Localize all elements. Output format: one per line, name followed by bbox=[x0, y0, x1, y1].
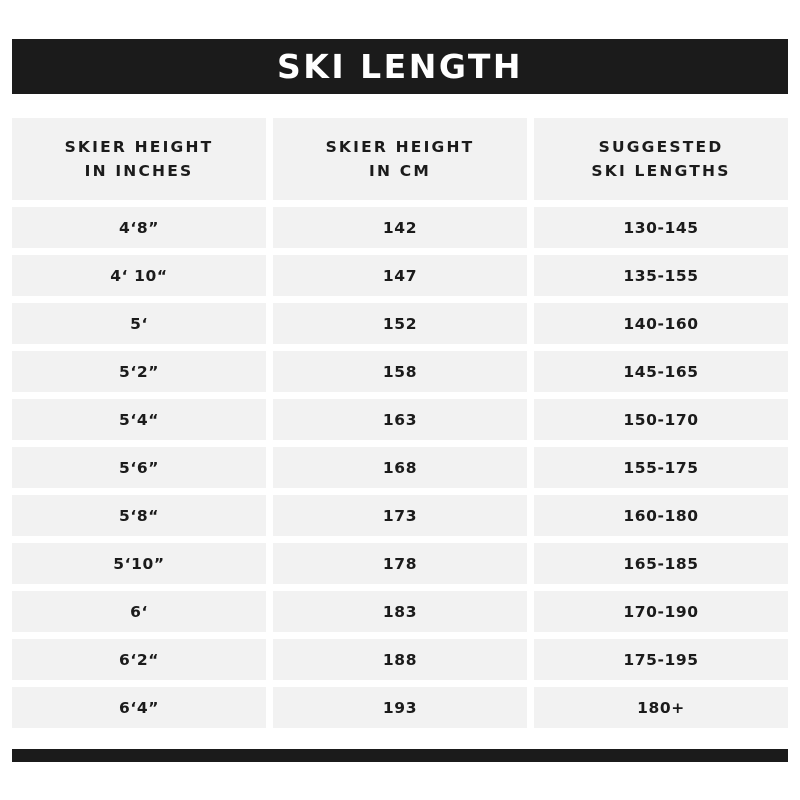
cell-value: 165-185 bbox=[623, 554, 699, 573]
cell-ski-length bbox=[534, 399, 788, 440]
column-header-line2: IN CM bbox=[369, 162, 431, 180]
table-row bbox=[12, 543, 788, 584]
cell-ski-length bbox=[534, 495, 788, 536]
cell-ski-length bbox=[534, 303, 788, 344]
table-row bbox=[12, 303, 788, 344]
bottom-bar bbox=[12, 749, 788, 762]
table-row bbox=[12, 639, 788, 680]
cell-value: 175-195 bbox=[623, 650, 699, 669]
table-row bbox=[12, 495, 788, 536]
cell-ski-length bbox=[534, 351, 788, 392]
cell-value: 142 bbox=[382, 218, 418, 237]
cell-height-inches bbox=[12, 351, 266, 392]
cell-value: 170-190 bbox=[623, 602, 699, 621]
cell-value: 4‘8” bbox=[118, 218, 160, 237]
cell-height-cm bbox=[273, 591, 527, 632]
cell-height-cm bbox=[273, 495, 527, 536]
cell-height-cm bbox=[273, 399, 527, 440]
cell-height-cm bbox=[273, 447, 527, 488]
cell-height-inches bbox=[12, 687, 266, 728]
cell-value: 5‘10” bbox=[113, 554, 165, 573]
table-header-row bbox=[12, 118, 788, 200]
cell-value: 147 bbox=[382, 266, 418, 285]
cell-value: 163 bbox=[382, 410, 418, 429]
column-header-height-inches bbox=[12, 118, 266, 200]
cell-height-cm bbox=[273, 687, 527, 728]
cell-value: 173 bbox=[382, 506, 418, 525]
cell-ski-length bbox=[534, 255, 788, 296]
table-row bbox=[12, 399, 788, 440]
cell-ski-length bbox=[534, 591, 788, 632]
cell-value: 5‘2” bbox=[118, 362, 160, 381]
column-header-line2: SKI LENGTHS bbox=[591, 162, 731, 180]
cell-value: 180+ bbox=[637, 698, 685, 717]
table-row bbox=[12, 207, 788, 248]
cell-value: 188 bbox=[382, 650, 418, 669]
cell-ski-length bbox=[534, 207, 788, 248]
table-row bbox=[12, 591, 788, 632]
page-title: SKI LENGTH bbox=[277, 47, 523, 86]
cell-value: 150-170 bbox=[623, 410, 699, 429]
cell-height-cm bbox=[273, 255, 527, 296]
cell-value: 193 bbox=[382, 698, 418, 717]
cell-value: 6‘ bbox=[130, 602, 148, 621]
cell-height-inches bbox=[12, 207, 266, 248]
cell-value: 4‘ 10“ bbox=[110, 266, 168, 285]
cell-value: 135-155 bbox=[623, 266, 699, 285]
cell-height-inches bbox=[12, 543, 266, 584]
table-row bbox=[12, 687, 788, 728]
cell-height-cm bbox=[273, 639, 527, 680]
cell-value: 145-165 bbox=[623, 362, 699, 381]
cell-height-cm bbox=[273, 543, 527, 584]
cell-height-inches bbox=[12, 255, 266, 296]
cell-value: 5‘6” bbox=[118, 458, 160, 477]
cell-value: 178 bbox=[382, 554, 418, 573]
cell-ski-length bbox=[534, 639, 788, 680]
cell-ski-length bbox=[534, 447, 788, 488]
cell-ski-length bbox=[534, 687, 788, 728]
cell-value: 152 bbox=[382, 314, 418, 333]
cell-value: 5‘ bbox=[130, 314, 148, 333]
title-bar bbox=[12, 39, 788, 94]
column-header-height-cm bbox=[273, 118, 527, 200]
cell-value: 158 bbox=[382, 362, 418, 381]
column-header-line2: IN INCHES bbox=[84, 162, 194, 180]
column-header-suggested-ski-lengths bbox=[534, 118, 788, 200]
cell-ski-length bbox=[534, 543, 788, 584]
table-row bbox=[12, 255, 788, 296]
cell-value: 5‘4“ bbox=[118, 410, 160, 429]
cell-height-cm bbox=[273, 303, 527, 344]
cell-value: 5‘8“ bbox=[118, 506, 160, 525]
cell-height-inches bbox=[12, 495, 266, 536]
cell-height-cm bbox=[273, 351, 527, 392]
column-header-line1: SUGGESTED bbox=[598, 137, 724, 156]
cell-height-inches bbox=[12, 639, 266, 680]
cell-value: 155-175 bbox=[623, 458, 699, 477]
cell-height-cm bbox=[273, 207, 527, 248]
column-header-line1: SKIER HEIGHT bbox=[325, 137, 475, 156]
cell-height-inches bbox=[12, 303, 266, 344]
table-row bbox=[12, 351, 788, 392]
cell-value: 140-160 bbox=[623, 314, 699, 333]
cell-value: 6‘4” bbox=[118, 698, 160, 717]
cell-value: 130-145 bbox=[623, 218, 699, 237]
cell-value: 183 bbox=[382, 602, 418, 621]
cell-height-inches bbox=[12, 591, 266, 632]
cell-height-inches bbox=[12, 447, 266, 488]
cell-value: 160-180 bbox=[623, 506, 699, 525]
cell-height-inches bbox=[12, 399, 266, 440]
cell-value: 168 bbox=[382, 458, 418, 477]
cell-value: 6‘2“ bbox=[118, 650, 160, 669]
size-table bbox=[12, 118, 788, 728]
column-header-line1: SKIER HEIGHT bbox=[64, 137, 214, 156]
table-row bbox=[12, 447, 788, 488]
